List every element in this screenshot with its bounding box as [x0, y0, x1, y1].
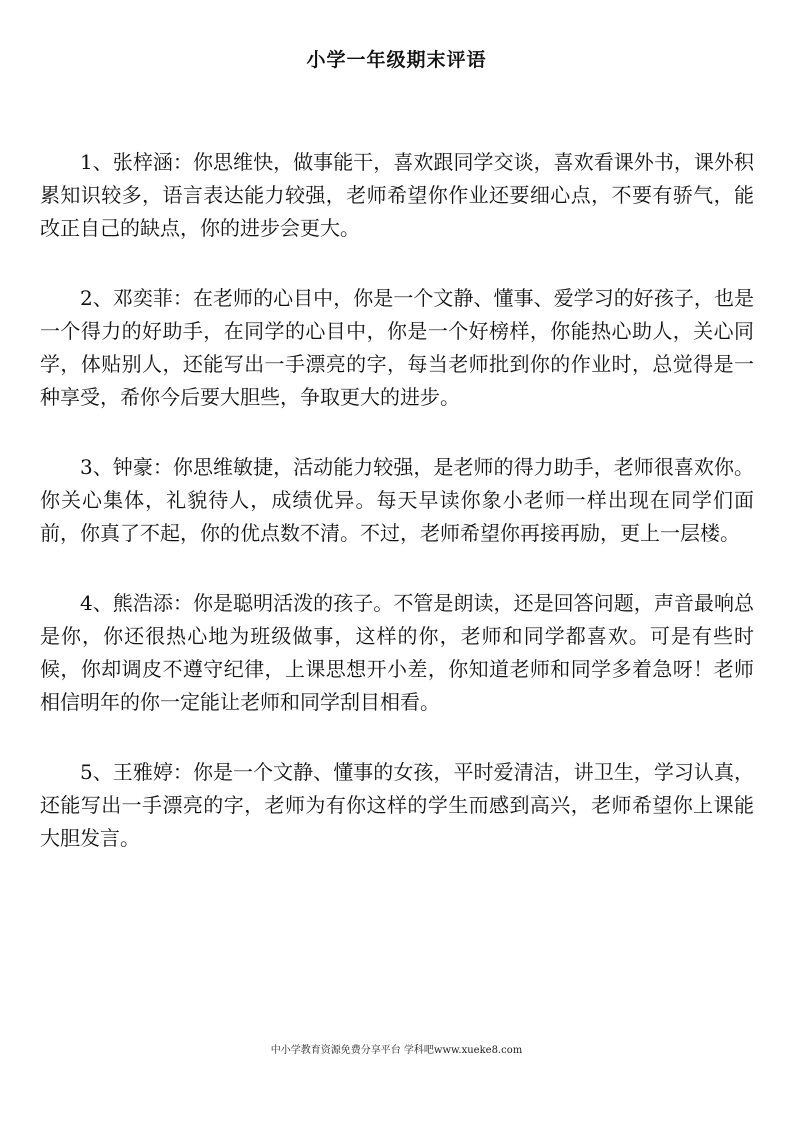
comment-paragraph-5: 5、王雅婷：你是一个文静、懂事的女孩，平时爱清洁，讲卫生，学习认真，还能写出一手漂亮的字，老师为有你这样的学生而感到高兴，老师希望你上课能大胆发言。 [40, 760, 754, 850]
document-title: 小学一年级期末评语 [306, 49, 487, 71]
document-body [40, 146, 754, 892]
comment-paragraph-4: 4、熊浩添：你是聪明活泼的孩子。不管是朗读，还是回答问题，声音最响总是你，你还很热心地为班级做事，这样的你，老师和同学都喜欢。可是有些时候，你却调皮不遵守纪律，上课思想开小差，你知道老师和同学多着急呀！老师相信明年的你一定能让老师和同学刮目相看。 [40, 591, 754, 714]
comment-paragraph-1: 1、张梓涵：你思维快，做事能干，喜欢跟同学交谈，喜欢看课外书，课外积累知识较多，语言表达能力较强，老师希望你作业还要细心点，不要有骄气，能改正自己的缺点，你的进步会更大。 [40, 150, 754, 240]
comment-paragraph-3: 3、钟豪：你思维敏捷，活动能力较强，是老师的得力助手，老师很喜欢你。你关心集体，礼貌待人，成绩优异。每天早读你象小老师一样出现在同学们面前，你真了不起，你的优点数不清。不过，老师希望你再接再励，更上一层楼。 [40, 455, 754, 545]
page-footer: 中小学教育资源免费分享平台 学科吧www.xueke8.com [270, 1045, 523, 1056]
comment-paragraph-2: 2、邓奕菲：在老师的心目中，你是一个文静、懂事、爱学习的好孩子，也是一个得力的好助手，在同学的心目中，你是一个好榜样，你能热心助人，关心同学，体贴别人，还能写出一手漂亮的字，每当老师批到你的作业时，总觉得是一种享受，希你今后要大胆些，争取更大的进步。 [40, 286, 754, 409]
